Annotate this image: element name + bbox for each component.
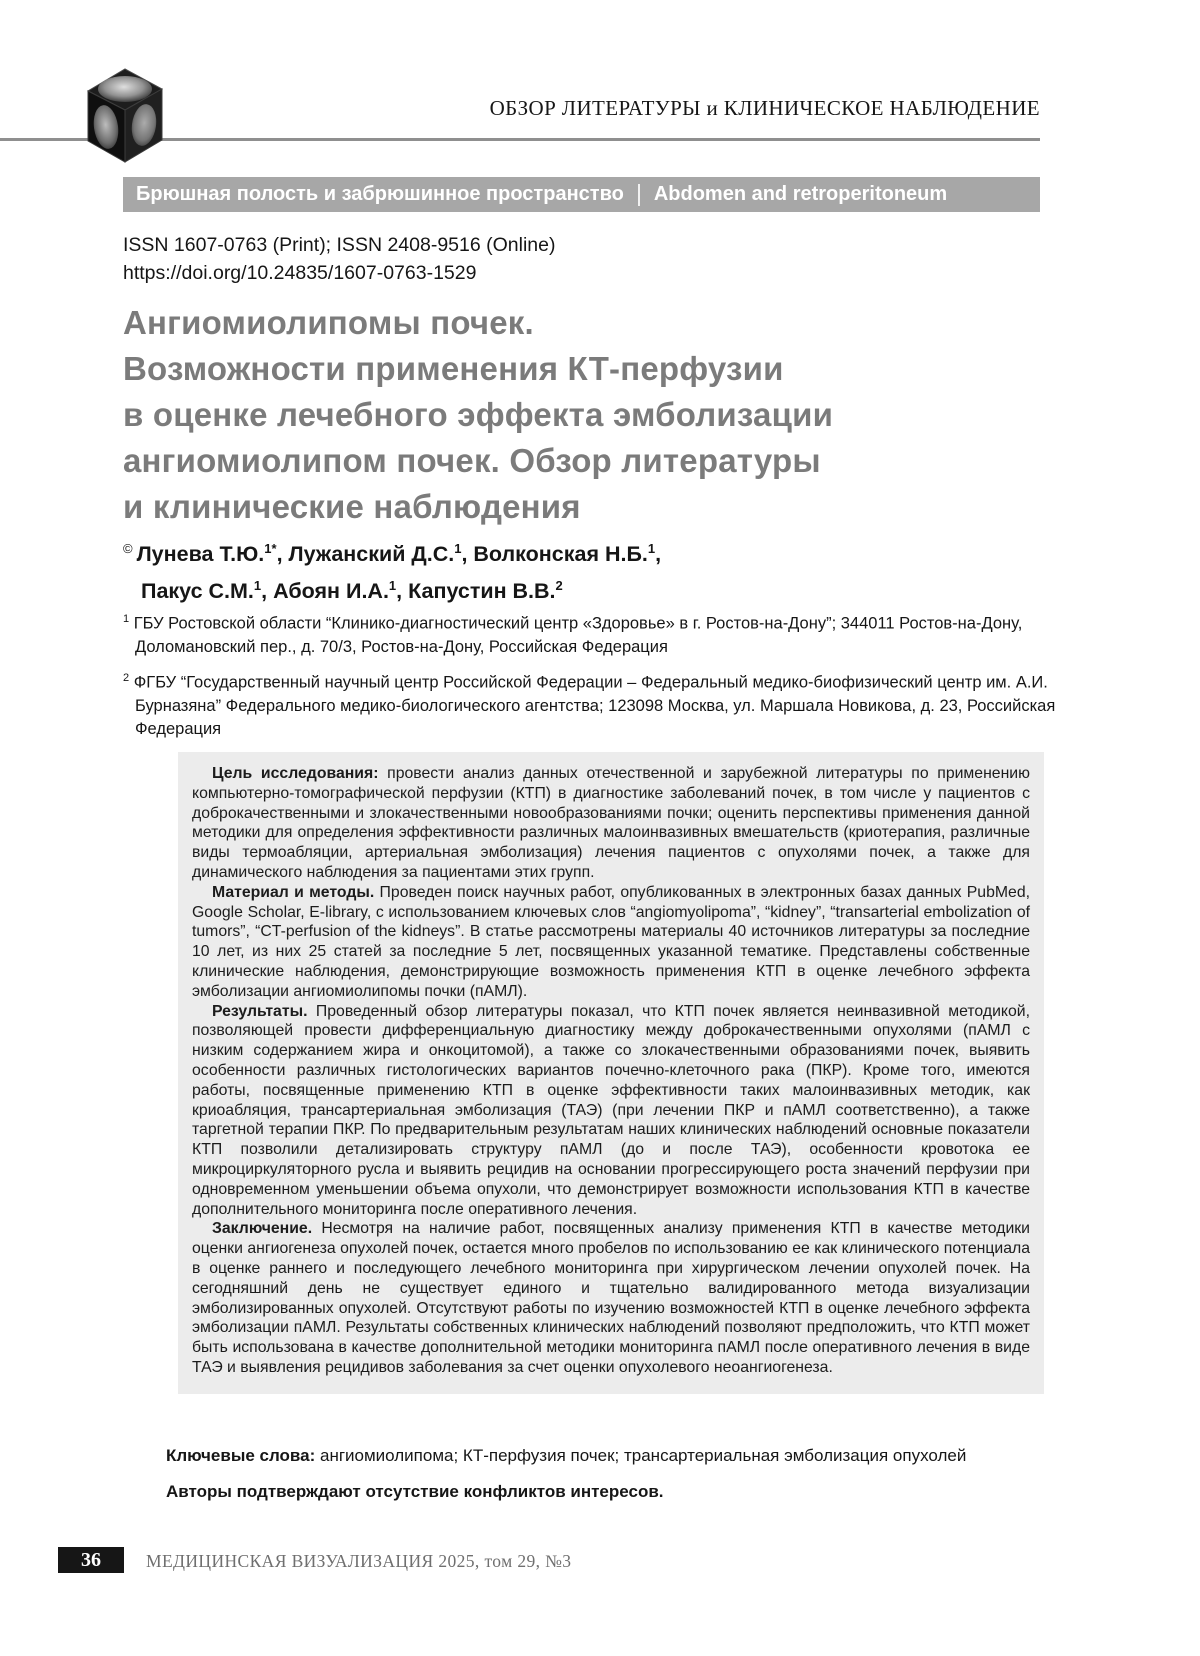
author-name: Пакус С.М. (141, 579, 254, 604)
abstract-section-label: Результаты. (212, 1002, 308, 1020)
abstract-section: Материал и методы. Проведен поиск научных работ, опубликованных в электронных базах данных PubMed, Google Scholar, E-library, с использованием ключевых слов “angiomyolipoma”, “kidney”, “transarterial embolization of tumors”, “CT-perfusion of the kidneys”. В статье рассмотрены материалы 40 источников литературы за последние 10 лет, из них 25 статей за последние 5 лет, посвященных указанной тематике. Представлены собственные клинические наблюдения, демонстрирующие возможность применения КТП в оценке лечебного эффекта эмболизации ангиомиолипомы почки (пАМЛ). (192, 883, 1030, 1000)
abstract-section-label: Материал и методы. (212, 883, 375, 901)
affiliation-item: $^2$ ФГБУ “Государственный научный центр Российской Федерации – Федеральный медико-биофизический центр им. А.И. Бурназяна” Федерального медико-биологического агентства; 123098 Москва, ул. Маршала Новикова, д. 23, Российская Федерация (123, 671, 1056, 738)
abstract-section: Заключение. Несмотря на наличие работ, посвященных анализу применения КТП в качестве методики оценки ангиогенеза опухолей почек, остается много пробелов по использованию ее как клинического потенциала в оценке раннего и последующего лечебного мониторинга при хирургическом лечении опухолей почек. На сегодняшний день не существует единого и тщательно валидированного метода визуализации эмболизированных опухолей. Отсутствуют работы по изучению возможностей КТП в оценке лечебного эффекта эмболизации пАМЛ. Результаты собственных клинических наблюдений позволяют предположить, что КТП может быть использована в качестве дополнительной методики мониторинга пАМЛ после оперативного лечения в виде ТАЭ и выявления рецидивов заболевания за счет оценки опухолевого неоангиогенеза. (192, 1220, 1030, 1376)
article-title: Ангиомиолипомы почек. Возможности применения КТ-перфузии в оценке лечебного эффекта эмболизации ангиомиолипом почек. Обзор литературы и клинические наблюдения (123, 304, 834, 525)
keywords-line (166, 1444, 1046, 1468)
journal-cube-logo (84, 68, 166, 164)
abstract-section: Цель исследования: провести анализ данных отечественной и зарубежной литературы по применению компьютерно-томографической перфузии (КТП) в диагностике заболеваний почек, в том числе у пациентов с доброкачественными и злокачественными новообразованиями почки; оценить перспективы применения данной методики для определения эффективности различных малоинвазивных вмешательств (криотерапия, различные виды термоабляции, артериальная эмболизация) лечения пациентов с опухолями почек, а также для динамического наблюдения за пациентами этих групп. (192, 765, 1030, 881)
author-line: © Лунева Т.Ю.$^{1*}$, Лужанский Д.С.$^1$, Волконская Н.Б.$^1$, (123, 541, 662, 567)
affiliation-item: $^1$ ГБУ Ростовской области “Клинико-диагностический центр «Здоровье» в г. Ростов-на-Дону”; 344011 Ростов-на-Дону, Доломановский пер., д. 70/3, Ростов-на-Дону, Российская Федерация (123, 613, 1023, 656)
authors-block (123, 533, 1043, 607)
abstract-box (178, 752, 1044, 1394)
author-name: Лунева Т.Ю. (136, 542, 265, 567)
affiliation-number: 2 (123, 671, 130, 684)
author-name: Лужанский Д.С. (288, 542, 455, 567)
keywords-label: Ключевые слова: (166, 1446, 316, 1465)
conflict-statement: Авторы подтверждают отсутствие конфликтов интересов. (166, 1482, 664, 1501)
author-affiliation-mark: 1 (454, 541, 462, 556)
issn-line: ISSN 1607-0763 (Print); ISSN 2408-9516 (Online) (123, 234, 556, 256)
author-line: Пакус С.М.$^1$, Абоян И.А.$^1$, Капустин В.В.$^2$ (141, 578, 563, 604)
page-number-badge: 36 (58, 1547, 124, 1573)
section-banner (123, 177, 1040, 212)
author-affiliation-mark: 2 (555, 578, 563, 594)
section-banner-divider (638, 184, 640, 206)
author-affiliation-mark: 1 (388, 578, 397, 594)
section-banner-en: Abdomen and retroperitoneum (653, 183, 948, 205)
affiliations-block (123, 608, 1073, 749)
author-name: Абоян И.А. (273, 579, 389, 604)
author-affiliation-mark: 1* (264, 541, 277, 556)
section-banner-ru: Брюшная полость и забрюшинное пространство (136, 183, 624, 205)
author-affiliation-mark: 1 (253, 578, 262, 594)
abstract-section: Результаты. Проведенный обзор литературы показал, что КТП почек является неинвазивной методикой, позволяющей провести дифференциальную диагностику между доброкачественными опухолями (пАМЛ с низким содержанием жира и онкоцитомой), а также со злокачественными образованиями почек, выявить особенности различных гистологических вариантов почечно-клеточного рака (ПКР). Кроме того, имеются работы, посвященные применению КТП в оценке эффективности таких малоинвазивных методик, как криоабляция, трансартериальная эмболизация (ТАЭ) (при лечении ПКР и пАМЛ соответственно), а также таргетной терапии ПКР. По предварительным результатам наших клинических наблюдений основные показатели КТП позволили детализировать структуру пАМЛ (до и после ТАЭ), особенности кровотока ее микроциркуляторного русла и выявить рецидив на основании прогрессирующего роста значений перфузии при одновременном уменьшении объема опухоли, что демонстрирует возможности использования КТП в качестве дополнительного мониторинга после оперативного лечения. (192, 1002, 1030, 1218)
author-affiliation-mark: 1 (647, 541, 656, 556)
author-name: Волконская Н.Б. (473, 542, 648, 567)
journal-footer-title: МЕДИЦИНСКАЯ ВИЗУАЛИЗАЦИЯ 2025, том 29, №3 (146, 1551, 572, 1571)
affiliation-number: 1 (123, 613, 130, 625)
abstract-section-label: Цель исследования: (212, 765, 379, 782)
abstract-section-label: Заключение. (212, 1220, 313, 1238)
doi-link[interactable]: https://doi.org/10.24835/1607-0763-1529 (123, 262, 477, 284)
author-name: Капустин В.В. (408, 579, 556, 604)
copyright-symbol: © (123, 541, 133, 556)
keywords-text: ангиомиолипома; КТ-перфузия почек; трансартериальная эмболизация опухолей (315, 1446, 967, 1465)
running-head: ОБЗОР ЛИТЕРАТУРЫ и КЛИНИЧЕСКОЕ НАБЛЮДЕНИЕ (489, 96, 1040, 120)
